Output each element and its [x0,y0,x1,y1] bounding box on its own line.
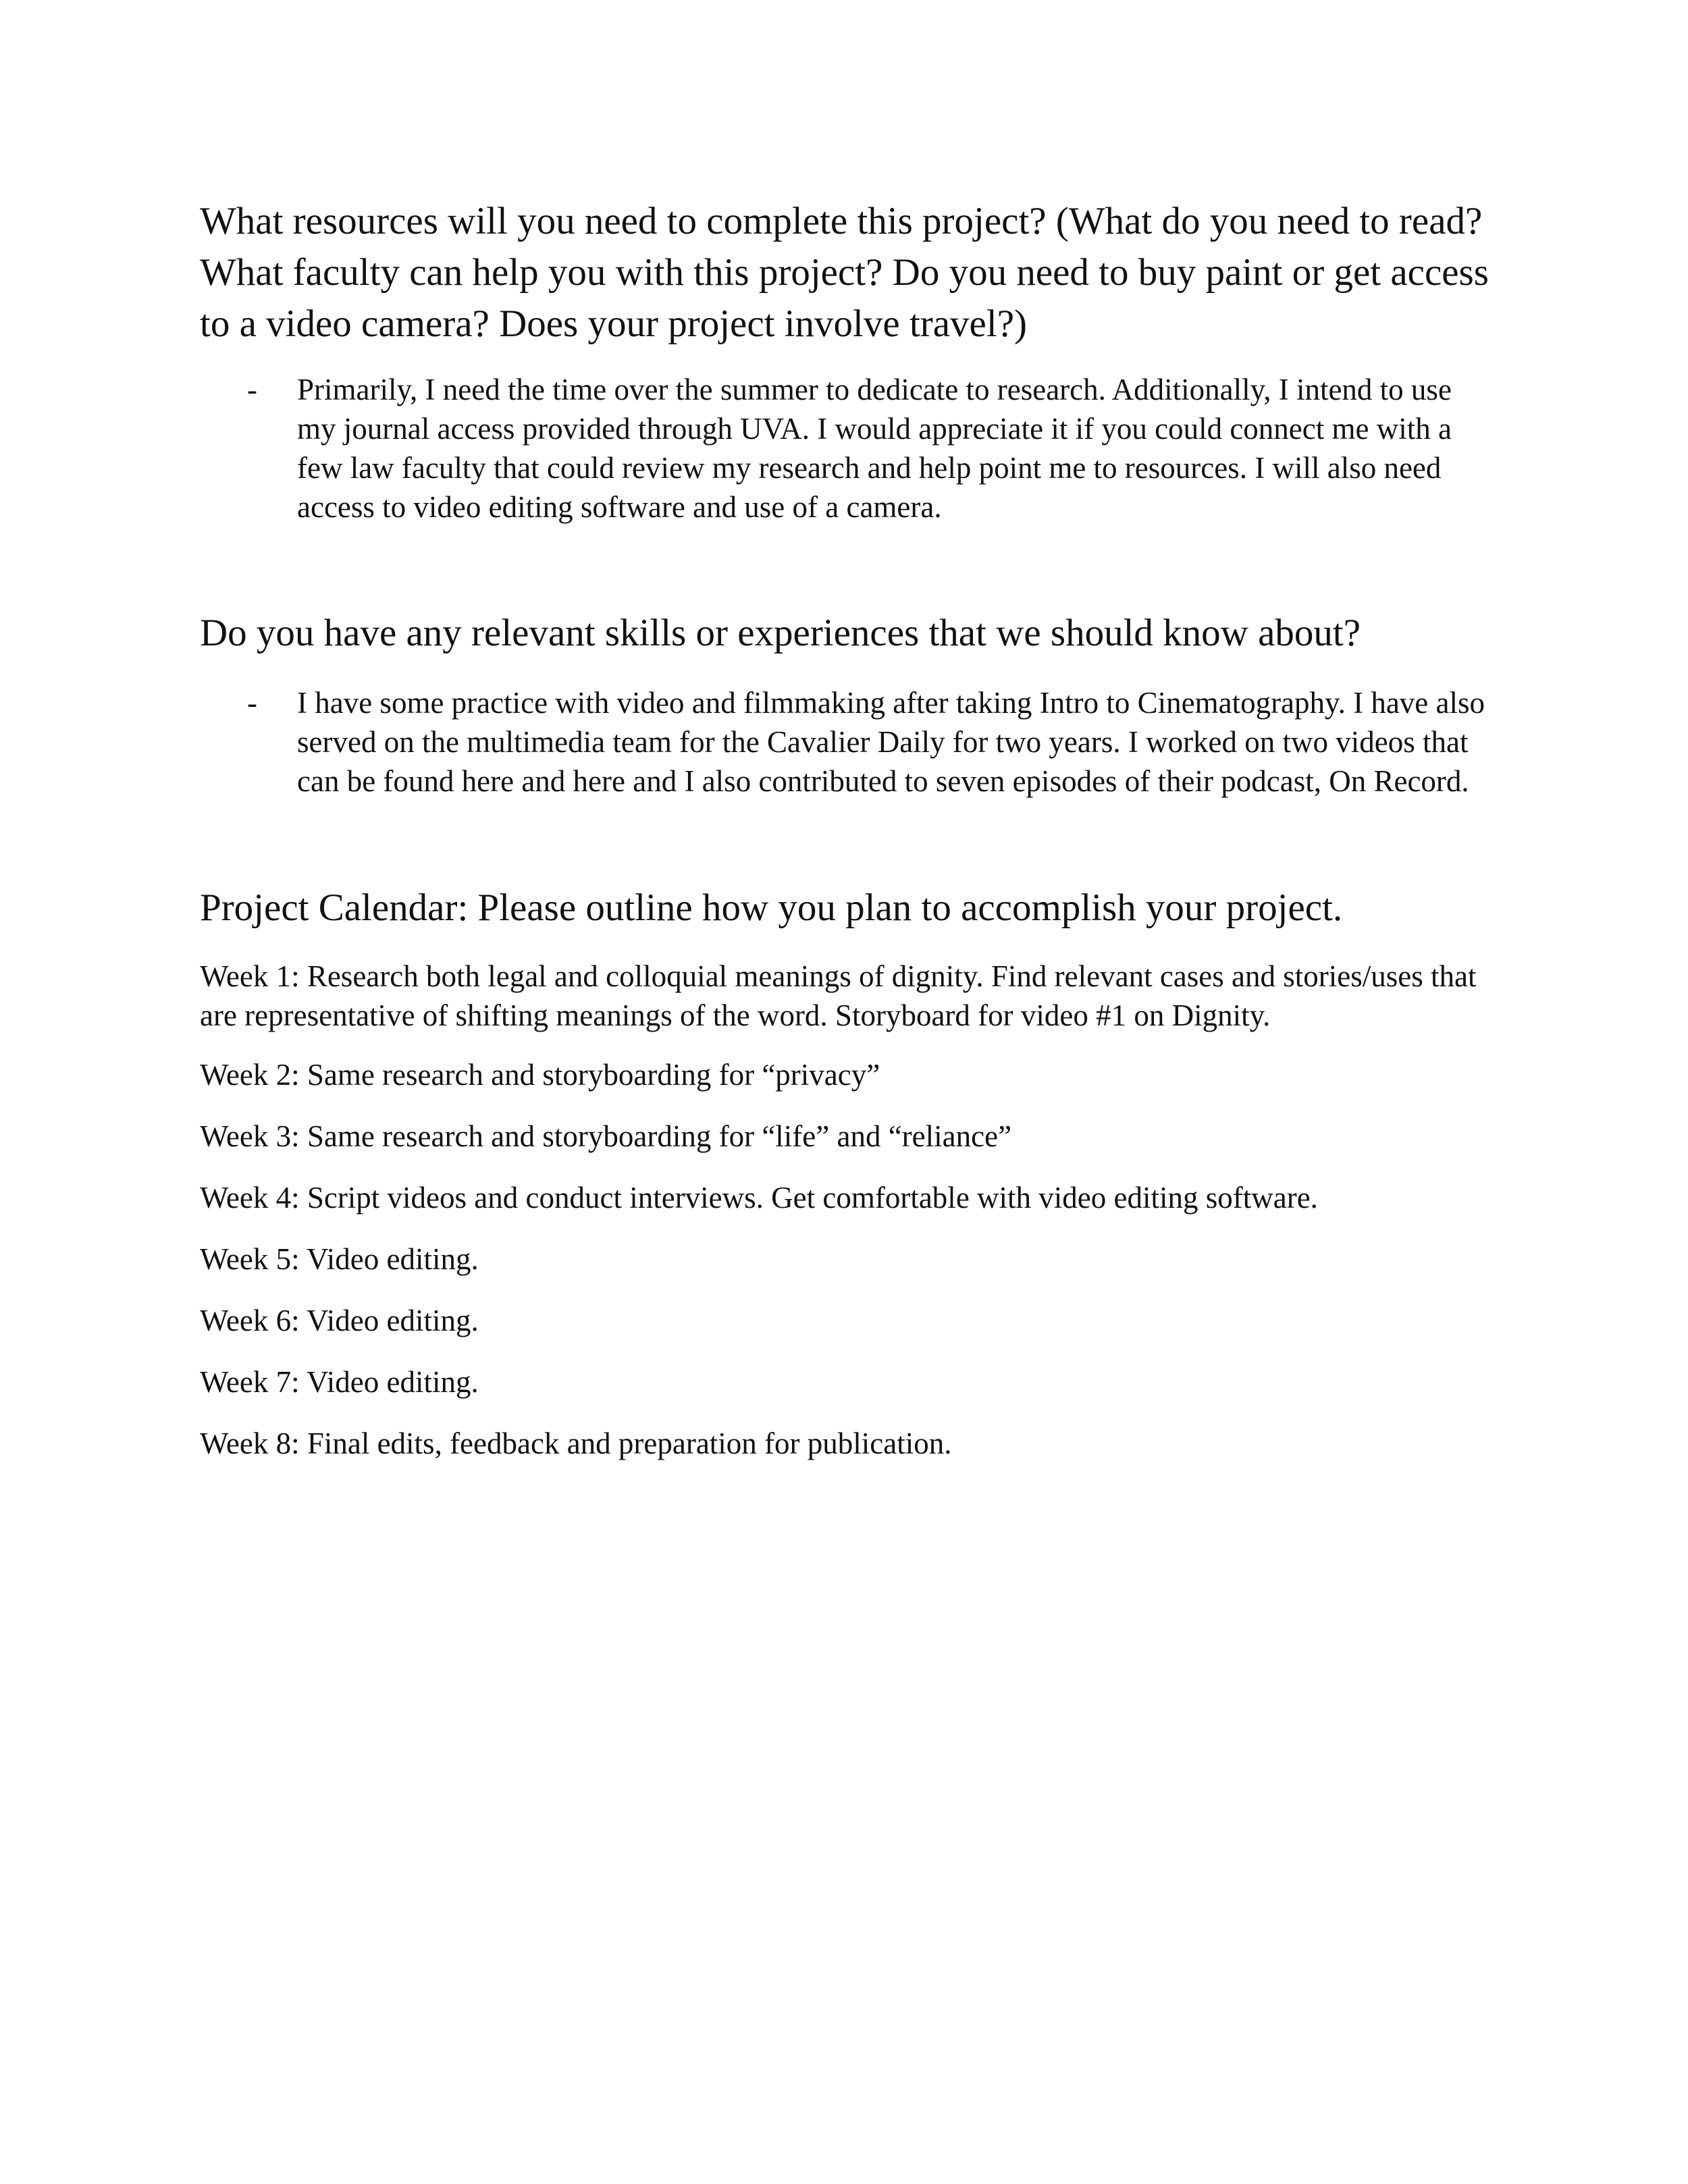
calendar-week-2: Week 2: Same research and storyboarding for “privacy” [200,1058,880,1092]
bullet-dash: - [247,373,257,406]
project-calendar-heading: Project Calendar: Please outline how you plan to accomplish your project. [200,886,1343,929]
calendar-week-5: Week 5: Video editing. [200,1242,479,1276]
calendar-week-3: Week 3: Same research and storyboarding for “life” and “reliance” [200,1119,1012,1153]
skills-question-heading: Do you have any relevant skills or experiences that we should know about? [200,612,1361,654]
calendar-week-6: Week 6: Video editing. [200,1304,479,1337]
calendar-week-4: Week 4: Script videos and conduct interviews. Get comfortable with video editing software. [200,1181,1318,1215]
calendar-week-1: Week 1: Research both legal and colloquial meanings of dignity. Find relevant cases and stories/uses that are representative of shifting meanings of the word. Storyboard for video #1 on Dignity. [200,959,1477,1032]
calendar-week-7: Week 7: Video editing. [200,1365,479,1399]
skills-answer-text: I have some practice with video and filmmaking after taking Intro to Cinematography. I have also served on the multimedia team for the Cavalier Daily for two years. I worked on two videos that can be found here and here and I also contributed to seven episodes of their podcast, On Record. [297,686,1485,798]
calendar-week-8: Week 8: Final edits, feedback and preparation for publication. [200,1427,952,1460]
resources-answer-text: Primarily, I need the time over the summer to dedicate to research. Additionally, I intend to use my journal access provided through UVA. I would appreciate it if you could connect me with a few law faculty that could review my research and help point me to resources. I will also need access to video editing software and use of a camera. [297,373,1452,524]
bullet-dash: - [247,686,257,720]
resources-question-heading: What resources will you need to complete this project? (What do you need to read? What faculty can help you with this project? Do you need to buy paint or get access to a video camera? Does your project involve travel?) [200,200,1489,345]
